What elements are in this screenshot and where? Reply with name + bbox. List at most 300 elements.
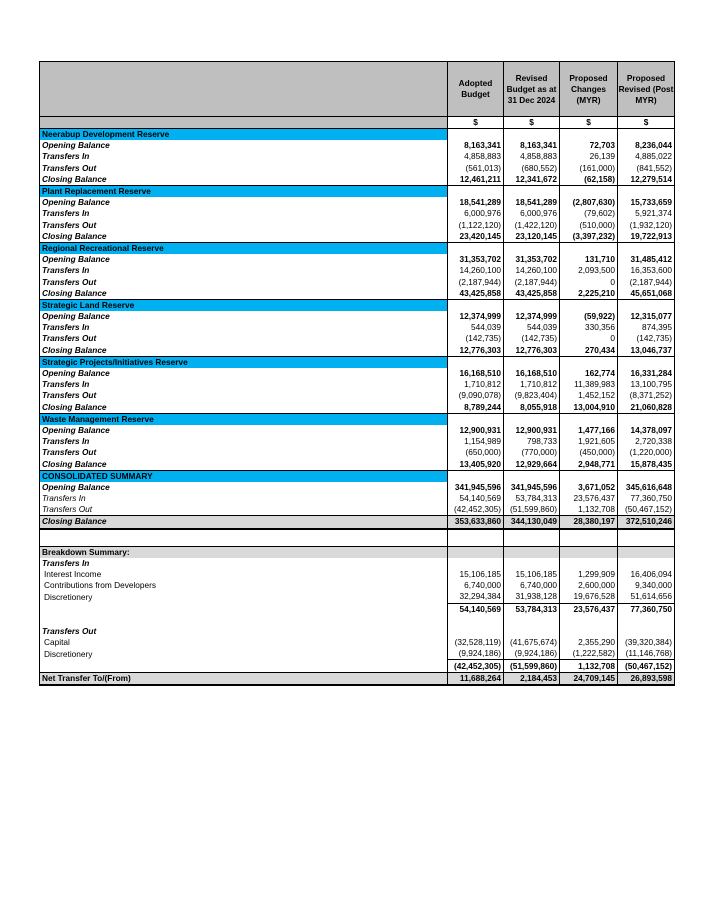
- reserve-2-opening-proposed-revised: 31,485,412: [618, 254, 675, 265]
- reserve-1-title: [40, 185, 675, 197]
- reserve-2-title-proposed-revised: [618, 242, 675, 254]
- reserve-1-transfers-in-proposed-changes: (79,602): [560, 208, 618, 219]
- reserve-4-opening-revised: 16,168,510: [504, 368, 560, 379]
- reserve-4-opening: [40, 368, 675, 379]
- currency-proposed-revised: $: [618, 117, 675, 129]
- reserve-2-transfers-out-proposed-changes: 0: [560, 276, 618, 287]
- reserve-0-opening-adopted: 8,163,341: [448, 140, 504, 151]
- reserve-3-closing-proposed-changes: 270,434: [560, 345, 618, 357]
- reserve-2-transfers-in-revised: 14,260,100: [504, 265, 560, 276]
- reserve-5-transfers-out: [40, 447, 675, 458]
- breakdown-in-item-1-label: Contributions from Developers: [40, 580, 448, 591]
- reserve-5-closing-proposed-changes: 2,948,771: [560, 458, 618, 470]
- currency-blank: [40, 117, 448, 129]
- breakdown-in-title-revised: [504, 558, 560, 569]
- reserve-2-transfers-out-revised: (2,187,944): [504, 276, 560, 287]
- reserve-4-transfers-in-proposed-revised: 13,100,795: [618, 379, 675, 390]
- reserve-3-title: [40, 299, 675, 311]
- reserve-1-transfers-in-proposed-revised: 5,921,374: [618, 208, 675, 219]
- breakdown-gap-label: [40, 615, 448, 626]
- breakdown-out-title-revised: [504, 626, 560, 637]
- consolidated-transfers-in-revised: 53,784,313: [504, 493, 560, 504]
- spacer-row-label: [40, 529, 448, 547]
- reserve-5-transfers-out-proposed-changes: (450,000): [560, 447, 618, 458]
- breakdown-out-item-0-revised: (41,675,674): [504, 637, 560, 648]
- reserve-4-closing-proposed-revised: 21,060,828: [618, 402, 675, 414]
- reserve-1-transfers-in-revised: 6,000,976: [504, 208, 560, 219]
- reserve-4-transfers-out-label: Transfers Out: [40, 390, 448, 401]
- reserve-1-title-label: Plant Replacement Reserve: [40, 185, 448, 197]
- reserve-5-title-label: Waste Management Reserve: [40, 413, 448, 425]
- header-proposed-changes: Proposed Changes (MYR): [560, 62, 618, 117]
- breakdown-gap-adopted: [448, 615, 504, 626]
- reserve-4-transfers-out: [40, 390, 675, 401]
- reserve-0-transfers-out: [40, 163, 675, 174]
- reserve-3-closing-label: Closing Balance: [40, 345, 448, 357]
- reserve-0-closing-adopted: 12,461,211: [448, 174, 504, 186]
- consolidated-transfers-in-label: Transfers In: [40, 493, 448, 504]
- breakdown-out-total-label: [40, 660, 448, 672]
- reserve-2-opening: [40, 254, 675, 265]
- reserve-0-opening-label: Opening Balance: [40, 140, 448, 151]
- consolidated-transfers-out-adopted: (42,452,305): [448, 504, 504, 516]
- reserve-2-transfers-out-proposed-revised: (2,187,944): [618, 276, 675, 287]
- reserve-2-transfers-out-adopted: (2,187,944): [448, 276, 504, 287]
- reserve-5-transfers-out-adopted: (650,000): [448, 447, 504, 458]
- breakdown-out-total-proposed-changes: 1,132,708: [560, 660, 618, 672]
- reserve-0-opening-revised: 8,163,341: [504, 140, 560, 151]
- consolidated-closing-revised: 344,130,049: [504, 516, 560, 529]
- breakdown-in-item-2-proposed-changes: 19,676,528: [560, 591, 618, 603]
- net-transfer: [40, 672, 675, 685]
- reserve-1-opening: [40, 197, 675, 208]
- reserve-4-title-adopted: [448, 356, 504, 368]
- reserve-4-closing-adopted: 8,789,244: [448, 402, 504, 414]
- breakdown-out-item-1-adopted: (9,924,186): [448, 648, 504, 660]
- consolidated-opening-label: Opening Balance: [40, 482, 448, 493]
- breakdown-in-total-proposed-revised: 77,360,750: [618, 603, 675, 615]
- reserve-3-title-proposed-revised: [618, 299, 675, 311]
- breakdown-in-item-2-proposed-revised: 51,614,656: [618, 591, 675, 603]
- reserve-1-transfers-out-proposed-revised: (1,932,120): [618, 220, 675, 231]
- reserve-3-opening-proposed-revised: 12,315,077: [618, 311, 675, 322]
- breakdown-in-item-0-adopted: 15,106,185: [448, 569, 504, 580]
- reserve-1-transfers-in-adopted: 6,000,976: [448, 208, 504, 219]
- spacer-row-proposed-revised: [618, 529, 675, 547]
- spacer-row-proposed-changes: [560, 529, 618, 547]
- reserve-0-transfers-out-label: Transfers Out: [40, 163, 448, 174]
- consolidated-transfers-in-proposed-changes: 23,576,437: [560, 493, 618, 504]
- breakdown-in-item-0-proposed-revised: 16,406,094: [618, 569, 675, 580]
- reserve-2-opening-adopted: 31,353,702: [448, 254, 504, 265]
- reserve-4-transfers-in-proposed-changes: 11,389,983: [560, 379, 618, 390]
- reserve-2-transfers-in: [40, 265, 675, 276]
- breakdown-in-title-label: Transfers In: [40, 558, 448, 569]
- consolidated-title-adopted: [448, 470, 504, 482]
- reserve-2-opening-revised: 31,353,702: [504, 254, 560, 265]
- consolidated-transfers-out-revised: (51,599,860): [504, 504, 560, 516]
- reserve-4-transfers-in: [40, 379, 675, 390]
- reserve-0-title: [40, 129, 675, 141]
- reserve-5-transfers-in-adopted: 1,154,989: [448, 436, 504, 447]
- reserve-0-closing: [40, 174, 675, 186]
- reserve-4-transfers-in-revised: 1,710,812: [504, 379, 560, 390]
- reserve-2-opening-label: Opening Balance: [40, 254, 448, 265]
- net-transfer-label: Net Transfer To/(From): [40, 672, 448, 685]
- reserve-1-closing-label: Closing Balance: [40, 231, 448, 243]
- breakdown-out-item-0-proposed-changes: 2,355,290: [560, 637, 618, 648]
- breakdown-in-item-1-adopted: 6,740,000: [448, 580, 504, 591]
- consolidated-transfers-out-proposed-revised: (50,467,152): [618, 504, 675, 516]
- breakdown-title-revised: [504, 546, 560, 558]
- reserve-1-opening-proposed-revised: 15,733,659: [618, 197, 675, 208]
- reserve-3-closing-adopted: 12,776,303: [448, 345, 504, 357]
- reserve-2-closing-label: Closing Balance: [40, 288, 448, 300]
- reserve-3-transfers-out-adopted: (142,735): [448, 333, 504, 344]
- reserve-0-closing-revised: 12,341,672: [504, 174, 560, 186]
- reserve-2-closing-revised: 43,425,858: [504, 288, 560, 300]
- net-transfer-revised: 2,184,453: [504, 672, 560, 685]
- reserve-3-title-adopted: [448, 299, 504, 311]
- reserve-2-closing-adopted: 43,425,858: [448, 288, 504, 300]
- reserve-3-opening-label: Opening Balance: [40, 311, 448, 322]
- reserve-0-closing-label: Closing Balance: [40, 174, 448, 186]
- currency-revised: $: [504, 117, 560, 129]
- reserve-3-closing-revised: 12,776,303: [504, 345, 560, 357]
- reserve-1-transfers-in-label: Transfers In: [40, 208, 448, 219]
- breakdown-title: [40, 546, 675, 558]
- reserve-3-title-label: Strategic Land Reserve: [40, 299, 448, 311]
- reserve-1-transfers-out-label: Transfers Out: [40, 220, 448, 231]
- breakdown-out-title: [40, 626, 675, 637]
- reserve-4-opening-label: Opening Balance: [40, 368, 448, 379]
- reserve-1-transfers-out-adopted: (1,122,120): [448, 220, 504, 231]
- reserve-1-transfers-out-revised: (1,422,120): [504, 220, 560, 231]
- reserve-5-opening-label: Opening Balance: [40, 425, 448, 436]
- breakdown-title-proposed-revised: [618, 546, 675, 558]
- reserve-5-closing-adopted: 13,405,920: [448, 458, 504, 470]
- reserve-3-transfers-in-proposed-revised: 874,395: [618, 322, 675, 333]
- reserve-0-transfers-in-proposed-revised: 4,885,022: [618, 151, 675, 162]
- reserve-4-closing-proposed-changes: 13,004,910: [560, 402, 618, 414]
- reserve-5-closing: [40, 458, 675, 470]
- consolidated-closing-adopted: 353,633,860: [448, 516, 504, 529]
- reserve-5-transfers-in-label: Transfers In: [40, 436, 448, 447]
- reserve-5-transfers-in-proposed-revised: 2,720,338: [618, 436, 675, 447]
- consolidated-closing-proposed-revised: 372,510,246: [618, 516, 675, 529]
- consolidated-title: [40, 470, 675, 482]
- reserve-4-transfers-in-label: Transfers In: [40, 379, 448, 390]
- breakdown-in-total-proposed-changes: 23,576,437: [560, 603, 618, 615]
- consolidated-title-proposed-changes: [560, 470, 618, 482]
- reserve-2-transfers-in-proposed-changes: 2,093,500: [560, 265, 618, 276]
- reserve-2-transfers-in-proposed-revised: 16,353,600: [618, 265, 675, 276]
- reserve-4-transfers-out-proposed-changes: 1,452,152: [560, 390, 618, 401]
- reserve-3-transfers-in-proposed-changes: 330,356: [560, 322, 618, 333]
- reserve-2-title-label: Regional Recreational Reserve: [40, 242, 448, 254]
- reserve-2-title: [40, 242, 675, 254]
- spacer-row-revised: [504, 529, 560, 547]
- breakdown-in-item-2-label: Discretionery: [40, 591, 448, 603]
- reserve-2-closing: [40, 288, 675, 300]
- breakdown-out-item-1-proposed-revised: (11,146,768): [618, 648, 675, 660]
- reserve-2-transfers-in-adopted: 14,260,100: [448, 265, 504, 276]
- reserve-3-transfers-in-adopted: 544,039: [448, 322, 504, 333]
- breakdown-out-total-proposed-revised: (50,467,152): [618, 660, 675, 672]
- breakdown-out-item-0-proposed-revised: (39,320,384): [618, 637, 675, 648]
- reserve-0-title-revised: [504, 129, 560, 141]
- consolidated-opening-adopted: 341,945,596: [448, 482, 504, 493]
- breakdown-in-title-proposed-changes: [560, 558, 618, 569]
- reserve-0-closing-proposed-changes: (62,158): [560, 174, 618, 186]
- consolidated-transfers-in-adopted: 54,140,569: [448, 493, 504, 504]
- reserve-0-transfers-out-revised: (680,552): [504, 163, 560, 174]
- reserve-5-closing-label: Closing Balance: [40, 458, 448, 470]
- reserve-4-opening-adopted: 16,168,510: [448, 368, 504, 379]
- reserve-1-closing-proposed-revised: 19,722,913: [618, 231, 675, 243]
- reserve-2-transfers-out: [40, 276, 675, 287]
- reserve-0-transfers-out-proposed-revised: (841,552): [618, 163, 675, 174]
- breakdown-out-item-0-adopted: (32,528,119): [448, 637, 504, 648]
- reserve-0-transfers-in-revised: 4,858,883: [504, 151, 560, 162]
- header-proposed-revised: Proposed Revised (Post MYR): [618, 62, 675, 117]
- reserve-1-opening-proposed-changes: (2,807,630): [560, 197, 618, 208]
- reserve-4-closing-revised: 8,055,918: [504, 402, 560, 414]
- reserve-2-title-adopted: [448, 242, 504, 254]
- breakdown-out-total-adopted: (42,452,305): [448, 660, 504, 672]
- reserve-4-title: [40, 356, 675, 368]
- reserve-5-transfers-in: [40, 436, 675, 447]
- reserve-4-title-proposed-revised: [618, 356, 675, 368]
- breakdown-in-item-1: [40, 580, 675, 591]
- reserve-1-transfers-out-proposed-changes: (510,000): [560, 220, 618, 231]
- reserve-5-opening-proposed-revised: 14,378,097: [618, 425, 675, 436]
- reserve-summary-table: [39, 61, 675, 686]
- reserve-3-opening: [40, 311, 675, 322]
- net-transfer-proposed-changes: 24,709,145: [560, 672, 618, 685]
- reserve-4-transfers-out-proposed-revised: (8,371,252): [618, 390, 675, 401]
- reserve-0-title-label: Neerabup Development Reserve: [40, 129, 448, 141]
- reserve-3-transfers-out: [40, 333, 675, 344]
- reserve-1-transfers-in: [40, 208, 675, 219]
- reserve-3-transfers-out-revised: (142,735): [504, 333, 560, 344]
- reserve-summary-sheet: [39, 61, 675, 686]
- reserve-1-closing: [40, 231, 675, 243]
- consolidated-title-label: CONSOLIDATED SUMMARY: [40, 470, 448, 482]
- reserve-4-opening-proposed-revised: 16,331,284: [618, 368, 675, 379]
- reserve-3-transfers-in: [40, 322, 675, 333]
- reserve-2-closing-proposed-changes: 2,225,210: [560, 288, 618, 300]
- breakdown-out-item-1-proposed-changes: (1,222,582): [560, 648, 618, 660]
- spacer-row-adopted: [448, 529, 504, 547]
- reserve-3-opening-adopted: 12,374,999: [448, 311, 504, 322]
- reserve-3-opening-revised: 12,374,999: [504, 311, 560, 322]
- reserve-0-transfers-out-adopted: (561,013): [448, 163, 504, 174]
- header-adopted-budget: Adopted Budget: [448, 62, 504, 117]
- reserve-1-title-proposed-changes: [560, 185, 618, 197]
- reserve-4-closing: [40, 402, 675, 414]
- reserve-3-title-proposed-changes: [560, 299, 618, 311]
- breakdown-in-title: [40, 558, 675, 569]
- reserve-1-title-revised: [504, 185, 560, 197]
- reserve-5-transfers-out-label: Transfers Out: [40, 447, 448, 458]
- breakdown-gap-revised: [504, 615, 560, 626]
- breakdown-in-total-revised: 53,784,313: [504, 603, 560, 615]
- breakdown-out-item-1: [40, 648, 675, 660]
- reserve-1-opening-adopted: 18,541,289: [448, 197, 504, 208]
- reserve-1-opening-label: Opening Balance: [40, 197, 448, 208]
- breakdown-in-title-proposed-revised: [618, 558, 675, 569]
- breakdown-in-item-1-revised: 6,740,000: [504, 580, 560, 591]
- reserve-0-transfers-in-adopted: 4,858,883: [448, 151, 504, 162]
- reserve-1-closing-proposed-changes: (3,397,232): [560, 231, 618, 243]
- breakdown-in-title-adopted: [448, 558, 504, 569]
- reserve-0-closing-proposed-revised: 12,279,514: [618, 174, 675, 186]
- header-row: [40, 62, 675, 117]
- reserve-0-title-adopted: [448, 129, 504, 141]
- reserve-5-title-adopted: [448, 413, 504, 425]
- reserve-3-closing-proposed-revised: 13,046,737: [618, 345, 675, 357]
- breakdown-in-item-1-proposed-revised: 9,340,000: [618, 580, 675, 591]
- reserve-2-title-proposed-changes: [560, 242, 618, 254]
- breakdown-gap-proposed-revised: [618, 615, 675, 626]
- reserve-1-closing-revised: 23,120,145: [504, 231, 560, 243]
- reserve-1-title-adopted: [448, 185, 504, 197]
- breakdown-in-item-1-proposed-changes: 2,600,000: [560, 580, 618, 591]
- breakdown-out-title-proposed-revised: [618, 626, 675, 637]
- consolidated-closing: [40, 516, 675, 529]
- reserve-3-transfers-out-label: Transfers Out: [40, 333, 448, 344]
- reserve-3-transfers-out-proposed-revised: (142,735): [618, 333, 675, 344]
- reserve-1-transfers-out: [40, 220, 675, 231]
- reserve-0-opening: [40, 140, 675, 151]
- consolidated-opening: [40, 482, 675, 493]
- reserve-4-opening-proposed-changes: 162,774: [560, 368, 618, 379]
- reserve-3-transfers-in-label: Transfers In: [40, 322, 448, 333]
- breakdown-out-title-adopted: [448, 626, 504, 637]
- reserve-1-opening-revised: 18,541,289: [504, 197, 560, 208]
- consolidated-transfers-out: [40, 504, 675, 516]
- breakdown-in-item-0: [40, 569, 675, 580]
- breakdown-out-item-1-revised: (9,924,186): [504, 648, 560, 660]
- reserve-4-transfers-out-revised: (9,823,404): [504, 390, 560, 401]
- reserve-0-opening-proposed-changes: 72,703: [560, 140, 618, 151]
- reserve-3-transfers-in-revised: 544,039: [504, 322, 560, 333]
- reserve-5-closing-revised: 12,929,664: [504, 458, 560, 470]
- breakdown-in-item-2-adopted: 32,294,384: [448, 591, 504, 603]
- reserve-4-title-revised: [504, 356, 560, 368]
- reserve-1-title-proposed-revised: [618, 185, 675, 197]
- reserve-5-title-proposed-revised: [618, 413, 675, 425]
- header-blank: [40, 62, 448, 117]
- currency-row: [40, 117, 675, 129]
- breakdown-out-total-revised: (51,599,860): [504, 660, 560, 672]
- breakdown-out-title-label: Transfers Out: [40, 626, 448, 637]
- consolidated-title-proposed-revised: [618, 470, 675, 482]
- reserve-5-title: [40, 413, 675, 425]
- reserve-3-opening-proposed-changes: (59,922): [560, 311, 618, 322]
- net-transfer-adopted: 11,688,264: [448, 672, 504, 685]
- reserve-2-title-revised: [504, 242, 560, 254]
- reserve-0-transfers-in: [40, 151, 675, 162]
- reserve-2-transfers-out-label: Transfers Out: [40, 276, 448, 287]
- reserve-2-transfers-in-label: Transfers In: [40, 265, 448, 276]
- reserve-5-title-revised: [504, 413, 560, 425]
- currency-adopted: $: [448, 117, 504, 129]
- reserve-4-transfers-in-adopted: 1,710,812: [448, 379, 504, 390]
- breakdown-out-title-proposed-changes: [560, 626, 618, 637]
- spacer-row: [40, 529, 675, 547]
- breakdown-out-item-1-label: Discretionery: [40, 648, 448, 660]
- breakdown-gap: [40, 615, 675, 626]
- breakdown-in-item-0-revised: 15,106,185: [504, 569, 560, 580]
- consolidated-transfers-out-label: Transfers Out: [40, 504, 448, 516]
- reserve-5-opening-revised: 12,900,931: [504, 425, 560, 436]
- breakdown-in-item-2-revised: 31,938,128: [504, 591, 560, 603]
- net-transfer-proposed-revised: 26,893,598: [618, 672, 675, 685]
- consolidated-opening-proposed-revised: 345,616,648: [618, 482, 675, 493]
- reserve-4-title-proposed-changes: [560, 356, 618, 368]
- reserve-0-opening-proposed-revised: 8,236,044: [618, 140, 675, 151]
- reserve-3-closing: [40, 345, 675, 357]
- reserve-1-closing-adopted: 23,420,145: [448, 231, 504, 243]
- breakdown-in-item-0-proposed-changes: 1,299,909: [560, 569, 618, 580]
- breakdown-out-item-0: [40, 637, 675, 648]
- consolidated-opening-revised: 341,945,596: [504, 482, 560, 493]
- breakdown-in-total-label: [40, 603, 448, 615]
- consolidated-title-revised: [504, 470, 560, 482]
- reserve-0-title-proposed-changes: [560, 129, 618, 141]
- consolidated-transfers-in: [40, 493, 675, 504]
- reserve-5-opening: [40, 425, 675, 436]
- breakdown-out-total: [40, 660, 675, 672]
- breakdown-title-adopted: [448, 546, 504, 558]
- breakdown-title-proposed-changes: [560, 546, 618, 558]
- reserve-5-transfers-out-proposed-revised: (1,220,000): [618, 447, 675, 458]
- reserve-0-transfers-in-proposed-changes: 26,139: [560, 151, 618, 162]
- header-revised-budget: Revised Budget as at 31 Dec 2024: [504, 62, 560, 117]
- reserve-0-title-proposed-revised: [618, 129, 675, 141]
- reserve-5-closing-proposed-revised: 15,878,435: [618, 458, 675, 470]
- reserve-4-transfers-out-adopted: (9,090,078): [448, 390, 504, 401]
- breakdown-title-label: Breakdown Summary:: [40, 546, 448, 558]
- reserve-0-transfers-in-label: Transfers In: [40, 151, 448, 162]
- consolidated-opening-proposed-changes: 3,671,052: [560, 482, 618, 493]
- breakdown-gap-proposed-changes: [560, 615, 618, 626]
- reserve-0-transfers-out-proposed-changes: (161,000): [560, 163, 618, 174]
- currency-proposed-changes: $: [560, 117, 618, 129]
- reserve-5-transfers-out-revised: (770,000): [504, 447, 560, 458]
- reserve-3-title-revised: [504, 299, 560, 311]
- reserve-5-transfers-in-revised: 798,733: [504, 436, 560, 447]
- consolidated-transfers-out-proposed-changes: 1,132,708: [560, 504, 618, 516]
- reserve-4-title-label: Strategic Projects/Initiatives Reserve: [40, 356, 448, 368]
- reserve-4-closing-label: Closing Balance: [40, 402, 448, 414]
- breakdown-in-item-2: [40, 591, 675, 603]
- reserve-5-opening-adopted: 12,900,931: [448, 425, 504, 436]
- reserve-2-closing-proposed-revised: 45,651,068: [618, 288, 675, 300]
- breakdown-in-item-0-label: Interest Income: [40, 569, 448, 580]
- reserve-3-transfers-out-proposed-changes: 0: [560, 333, 618, 344]
- breakdown-in-total: [40, 603, 675, 615]
- reserve-5-title-proposed-changes: [560, 413, 618, 425]
- reserve-2-opening-proposed-changes: 131,710: [560, 254, 618, 265]
- consolidated-closing-proposed-changes: 28,380,197: [560, 516, 618, 529]
- reserve-5-opening-proposed-changes: 1,477,166: [560, 425, 618, 436]
- consolidated-transfers-in-proposed-revised: 77,360,750: [618, 493, 675, 504]
- reserve-5-transfers-in-proposed-changes: 1,921,605: [560, 436, 618, 447]
- consolidated-closing-label: Closing Balance: [40, 516, 448, 529]
